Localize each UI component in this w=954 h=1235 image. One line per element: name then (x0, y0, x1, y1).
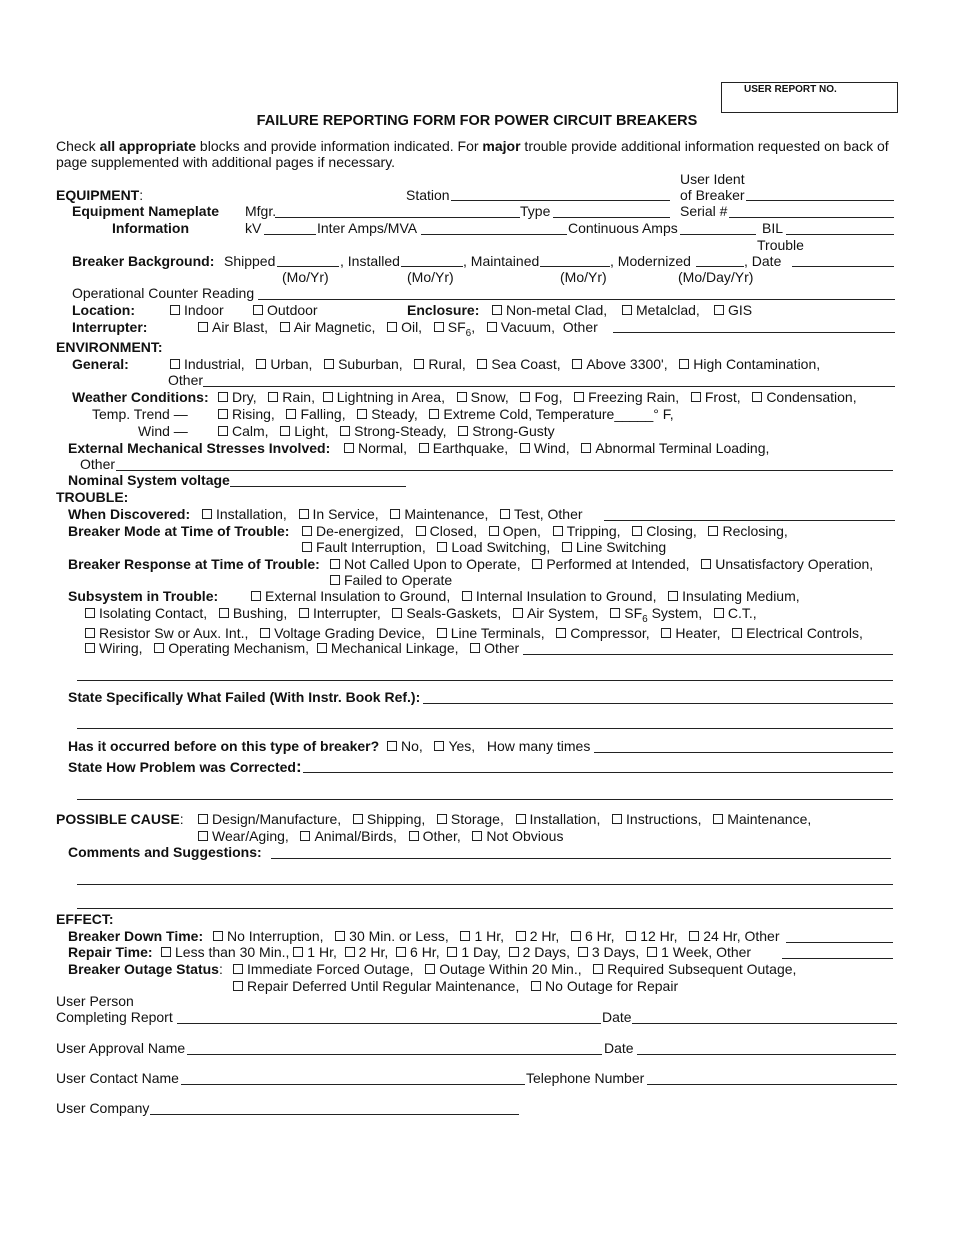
general-options: Industrial, Urban, Suburban, Rural, Sea Coast, Above 3300', High Contamination, (170, 356, 820, 373)
date-label-2: Date (604, 1040, 634, 1056)
metalclad-option[interactable]: Metalclad, (622, 302, 700, 319)
checkbox[interactable] (85, 608, 95, 618)
when-discovered-label: When Discovered: (68, 506, 191, 522)
checkbox[interactable] (299, 608, 309, 618)
indoor-option[interactable]: Indoor (170, 302, 224, 319)
subsystem-options-2: Isolating Contact, Bushing, Interrupter, Seals-Gaskets, Air System, $SF_6$ System, C.T., (85, 605, 757, 622)
checkbox[interactable] (513, 608, 523, 618)
nameplate-info-label: Information (112, 220, 189, 236)
mode-options: De-energized, Closed, Open, Tripping, Closing, Reclosing, (302, 523, 788, 540)
checkbox[interactable] (457, 392, 467, 402)
intro-line-1: Check all appropriate blocks and provide information indicated. For major trouble provide additional information requested on back of (56, 138, 889, 154)
general-label: General: (72, 356, 129, 372)
down-time-options: No Interruption, 30 Min. or Less, 1 Hr, 2 Hr, 6 Hr, 12 Hr, 24 Hr, Other (213, 928, 780, 945)
wind-options: Calm, Light, Strong-Steady, Strong-Gusty (218, 423, 555, 440)
checkbox[interactable] (293, 947, 303, 957)
checkbox[interactable] (213, 931, 223, 941)
checkbox[interactable] (253, 305, 263, 315)
outdoor-option[interactable]: Outdoor (253, 302, 318, 319)
nameplate-label: Equipment Nameplate (72, 203, 220, 219)
checkbox[interactable] (268, 392, 278, 402)
checkbox[interactable] (691, 392, 701, 402)
checkbox[interactable] (299, 509, 309, 519)
ext-other-label: Other (80, 456, 116, 472)
subsystem-label: Subsystem in Trouble: (68, 588, 219, 604)
checkbox[interactable] (516, 814, 526, 824)
breaker-mode-label: Breaker Mode at Time of Trouble: (68, 523, 290, 539)
checkbox[interactable] (574, 392, 584, 402)
checkbox[interactable] (251, 591, 261, 601)
cause-heading: POSSIBLE CAUSE: (56, 811, 184, 827)
checkbox[interactable] (489, 526, 499, 536)
checkbox[interactable] (437, 814, 447, 824)
nominal-voltage-label: Nominal System voltage (68, 472, 230, 488)
checkbox[interactable] (300, 831, 310, 841)
type-field[interactable] (553, 217, 670, 218)
checkbox[interactable] (170, 305, 180, 315)
installed-label: , Installed (340, 253, 400, 269)
checkbox[interactable] (571, 931, 581, 941)
checkbox[interactable] (578, 947, 588, 957)
checkbox[interactable] (425, 964, 435, 974)
weather-options: Dry, Rain, Lightning in Area, Snow, Fog, Freezing Rain, Frost, Condensation, (218, 389, 857, 406)
breaker-response-label: Breaker Response at Time of Trouble: (68, 556, 320, 572)
subsystem-options-4: Wiring, Operating Mechanism, Mechanical Linkage, Other (85, 640, 519, 657)
checkbox[interactable] (390, 509, 400, 519)
checkbox[interactable] (447, 947, 457, 957)
inter-amps-label: Inter Amps/MVA (317, 220, 418, 236)
station-field[interactable] (451, 200, 670, 201)
checkbox[interactable] (437, 628, 447, 638)
location-row: Location: (72, 302, 135, 318)
checkbox[interactable] (154, 643, 164, 653)
checkbox[interactable] (392, 608, 402, 618)
oil-checkbox[interactable] (387, 322, 397, 332)
checkbox[interactable] (353, 814, 363, 824)
ext-other-field[interactable] (116, 470, 893, 471)
yes-checkbox[interactable] (434, 741, 444, 751)
checkbox[interactable] (689, 931, 699, 941)
checkbox[interactable] (233, 981, 243, 991)
checkbox[interactable] (198, 831, 208, 841)
checkbox[interactable] (340, 426, 350, 436)
checkbox[interactable] (335, 931, 345, 941)
user-ident-label: User Ident (680, 171, 745, 187)
repair-other-field[interactable] (782, 958, 893, 959)
mfgr-field[interactable] (275, 217, 520, 218)
kv-field[interactable] (264, 234, 316, 235)
kv-label: kV (245, 220, 262, 236)
subsystem-options-1: External Insulation to Ground, Internal Insulation to Ground, Insulating Medium, (251, 588, 800, 605)
outage-options-1: Immediate Forced Outage, Outage Within 20 Min., Required Subsequent Outage, (233, 961, 796, 978)
checkbox[interactable] (260, 628, 270, 638)
shipped-field[interactable] (277, 266, 339, 267)
interrupter-options: Air Blast, Air Magnetic, Oil, $SF_6$, Vacuum, Other (198, 319, 598, 336)
checkbox[interactable] (732, 628, 742, 638)
checkbox[interactable] (286, 409, 296, 419)
environment-heading: ENVIRONMENT: (56, 339, 163, 355)
checkbox[interactable] (572, 359, 582, 369)
cont-amps-label: Continuous Amps (568, 220, 678, 236)
checkbox[interactable] (357, 409, 367, 419)
checkbox[interactable] (492, 305, 502, 315)
checkbox[interactable] (280, 426, 290, 436)
outage-label: Breaker Outage Status: (68, 961, 223, 977)
checkbox[interactable] (437, 542, 447, 552)
repair-time-options: Less than 30 Min., 1 Hr, 2 Hr, 6 Hr, 1 Day, 2 Days, 3 Days, 1 Week, Other (161, 944, 751, 961)
checkbox[interactable] (85, 643, 95, 653)
checkbox[interactable] (416, 526, 426, 536)
cause-options-2: Wear/Aging, Animal/Birds, Other, Not Obvious (198, 828, 563, 845)
mode-options-2: Fault Interruption, Load Switching, Line Switching (302, 539, 666, 556)
checkbox[interactable] (198, 814, 208, 824)
checkbox[interactable] (713, 814, 723, 824)
gis-option[interactable]: GIS (714, 302, 752, 319)
breaker-ident-field[interactable] (746, 200, 894, 201)
installed-field[interactable] (401, 266, 463, 267)
comments-field-3[interactable] (77, 908, 893, 909)
telephone-field[interactable] (647, 1084, 897, 1085)
checkbox[interactable] (330, 575, 340, 585)
ext-mech-label: External Mechanical Stresses Involved: (68, 440, 331, 456)
mfgr-label: Mfgr. (245, 203, 277, 219)
date-label: , Date (744, 253, 782, 269)
checkbox[interactable] (323, 392, 333, 402)
checkbox[interactable] (317, 643, 327, 653)
checkbox[interactable] (202, 509, 212, 519)
state-failed-field-2[interactable] (77, 728, 893, 729)
response-options: Not Called Upon to Operate, Performed at Intended, Unsatisfactory Operation, (330, 556, 873, 573)
air-blast-checkbox[interactable] (198, 322, 208, 332)
checkbox[interactable] (419, 443, 429, 453)
checkbox[interactable] (409, 831, 419, 841)
checkbox[interactable] (610, 608, 620, 618)
checkbox[interactable] (556, 628, 566, 638)
cause-options-1: Design/Manufacture, Shipping, Storage, Installation, Instructions, Maintenance, (198, 811, 811, 828)
checkbox[interactable] (581, 443, 591, 453)
checkbox[interactable] (302, 542, 312, 552)
user-person-field[interactable] (177, 1023, 601, 1024)
interrupter-label: Interrupter: (72, 319, 148, 335)
checkbox[interactable] (460, 931, 470, 941)
checkbox[interactable] (302, 526, 312, 536)
user-report-number-box[interactable] (721, 82, 898, 113)
checkbox[interactable] (622, 305, 632, 315)
comments-label: Comments and Suggestions: (68, 844, 262, 860)
nominal-voltage-field[interactable] (230, 486, 406, 487)
maintained-format: (Mo/Yr) (560, 269, 607, 285)
maintained-label: , Maintained (463, 253, 540, 269)
wind-label: Wind — (138, 423, 188, 439)
checkbox[interactable] (330, 559, 340, 569)
trouble-heading: TROUBLE: (56, 489, 129, 505)
checkbox[interactable] (218, 409, 228, 419)
no-checkbox[interactable] (387, 741, 397, 751)
checkbox[interactable] (593, 964, 603, 974)
checkbox[interactable] (414, 359, 424, 369)
checkbox[interactable] (170, 359, 180, 369)
temp-trend-label: Temp. Trend — (92, 406, 188, 422)
down-time-label: Breaker Down Time: (68, 928, 204, 944)
checkbox[interactable] (553, 526, 563, 536)
non-metal-option[interactable]: Non-metal Clad, (492, 302, 607, 319)
serial-field[interactable] (729, 217, 894, 218)
when-other-field[interactable] (604, 520, 895, 521)
checkbox[interactable] (668, 591, 678, 601)
type-label: Type (520, 203, 551, 219)
checkbox[interactable] (500, 509, 510, 519)
temp-options: Rising, Falling, Steady, Extreme Cold, Temperature_____° F, (218, 406, 674, 423)
checkbox[interactable] (477, 359, 487, 369)
checkbox[interactable] (218, 426, 228, 436)
general-other-label: Other (168, 372, 204, 388)
comments-field[interactable] (271, 858, 891, 859)
response-option-2: Failed to Operate (330, 572, 452, 589)
comments-field-2[interactable] (77, 884, 893, 885)
subsystem-other-field[interactable] (523, 654, 893, 655)
checkbox[interactable] (458, 426, 468, 436)
installed-format: (Mo/Yr) (407, 269, 454, 285)
corrected-label: State How Problem was Corrected: (68, 757, 302, 776)
checkbox[interactable] (396, 947, 406, 957)
ext-mech-options: Normal, Earthquake, Wind, Abnormal Terminal Loading, (344, 440, 769, 457)
checkbox[interactable] (472, 831, 482, 841)
outage-options-2: Repair Deferred Until Regular Maintenance, No Outage for Repair (233, 978, 678, 995)
down-time-other-field[interactable] (786, 942, 893, 943)
checkbox[interactable] (161, 947, 171, 957)
equipment-heading: EQUIPMENT: (56, 187, 144, 203)
serial-label: Serial # (680, 203, 728, 219)
checkbox[interactable] (344, 443, 354, 453)
user-ident-breaker-label: of Breaker (680, 187, 745, 203)
op-counter-label: Operational Counter Reading (72, 285, 255, 301)
state-failed-field[interactable] (423, 703, 893, 704)
cont-amps-field[interactable] (680, 234, 756, 235)
trouble-date-field[interactable] (792, 266, 894, 267)
effect-heading: EFFECT: (56, 911, 114, 927)
approval-date-field[interactable] (637, 1054, 896, 1055)
when-options: Installation, In Service, Maintenance, Test, Other (202, 506, 583, 523)
checkbox[interactable] (647, 947, 657, 957)
shipped-format: (Mo/Yr) (282, 269, 329, 285)
user-report-number-label: USER REPORT NO. (744, 84, 837, 95)
occurred-row: Has it occurred before on this type of breaker? No, Yes, How many times (68, 738, 591, 754)
checkbox[interactable] (612, 814, 622, 824)
completing-report-label: Completing Report (56, 1009, 173, 1025)
intro-line-2: page supplemented with additional pages if necessary. (56, 154, 396, 170)
telephone-label: Telephone Number (526, 1070, 645, 1086)
checkbox[interactable] (324, 359, 334, 369)
bil-label: BIL (762, 220, 784, 236)
subsystem-other-field-2[interactable] (77, 680, 893, 681)
checkbox[interactable] (509, 947, 519, 957)
trouble-date-label-top: Trouble (757, 237, 804, 253)
checkbox[interactable] (218, 392, 228, 402)
checkbox[interactable] (752, 392, 762, 402)
general-other-field[interactable] (203, 386, 895, 387)
user-person-label: User Person (56, 993, 134, 1009)
corrected-field[interactable] (303, 772, 893, 773)
approval-field[interactable] (187, 1054, 602, 1055)
station-label: Station (406, 187, 450, 203)
checkbox[interactable] (233, 964, 243, 974)
maintained-field[interactable] (540, 266, 610, 267)
checkbox[interactable] (714, 608, 724, 618)
completing-date-field[interactable] (632, 1023, 897, 1024)
checkbox[interactable] (85, 628, 95, 638)
contact-field[interactable] (181, 1084, 525, 1085)
company-field[interactable] (150, 1114, 519, 1115)
enclosure-label: Enclosure: (407, 302, 480, 318)
date-label-1: Date (602, 1009, 632, 1025)
checkbox[interactable] (714, 305, 724, 315)
checkbox[interactable] (661, 628, 671, 638)
contact-label: User Contact Name (56, 1070, 179, 1086)
checkbox[interactable] (520, 443, 530, 453)
approval-label: User Approval Name (56, 1040, 186, 1056)
checkbox[interactable] (562, 542, 572, 552)
checkbox[interactable] (708, 526, 718, 536)
checkbox[interactable] (462, 591, 472, 601)
modernized-field[interactable] (696, 266, 744, 267)
bil-field[interactable] (786, 234, 894, 235)
checkbox[interactable] (429, 409, 439, 419)
air-magnetic-checkbox[interactable] (280, 322, 290, 332)
op-counter-field[interactable] (258, 299, 895, 300)
modernized-format: (Mo/Day/Yr) (678, 269, 754, 285)
breaker-background-label: Breaker Background: (72, 253, 215, 269)
weather-label: Weather Conditions: (72, 389, 209, 405)
checkbox[interactable] (470, 643, 480, 653)
checkbox[interactable] (516, 931, 526, 941)
form-title: FAILURE REPORTING FORM FOR POWER CIRCUIT BREAKERS (256, 113, 698, 129)
checkbox[interactable] (256, 359, 266, 369)
company-label: User Company (56, 1100, 150, 1116)
subsystem-options-3: Resistor Sw or Aux. Int., Voltage Grading Device, Line Terminals, Compressor, Heater, Electrical Controls, (85, 625, 863, 642)
checkbox[interactable] (679, 359, 689, 369)
checkbox[interactable] (701, 559, 711, 569)
modernized-label: , Modernized (610, 253, 691, 269)
state-failed-label: State Specifically What Failed (With Instr. Book Ref.): (68, 689, 421, 705)
checkbox[interactable] (632, 526, 642, 536)
sf6-checkbox[interactable] (434, 322, 444, 332)
checkbox[interactable] (520, 392, 530, 402)
corrected-field-2[interactable] (77, 799, 893, 800)
checkbox[interactable] (626, 931, 636, 941)
checkbox[interactable] (219, 608, 229, 618)
vacuum-checkbox[interactable] (487, 322, 497, 332)
how-many-field[interactable] (594, 752, 893, 753)
inter-amps-field[interactable] (421, 234, 567, 235)
checkbox[interactable] (345, 947, 355, 957)
checkbox[interactable] (531, 981, 541, 991)
checkbox[interactable] (532, 559, 542, 569)
repair-time-label: Repair Time: (68, 944, 153, 960)
interrupter-other-field[interactable] (613, 332, 895, 333)
shipped-label: Shipped (224, 253, 276, 269)
